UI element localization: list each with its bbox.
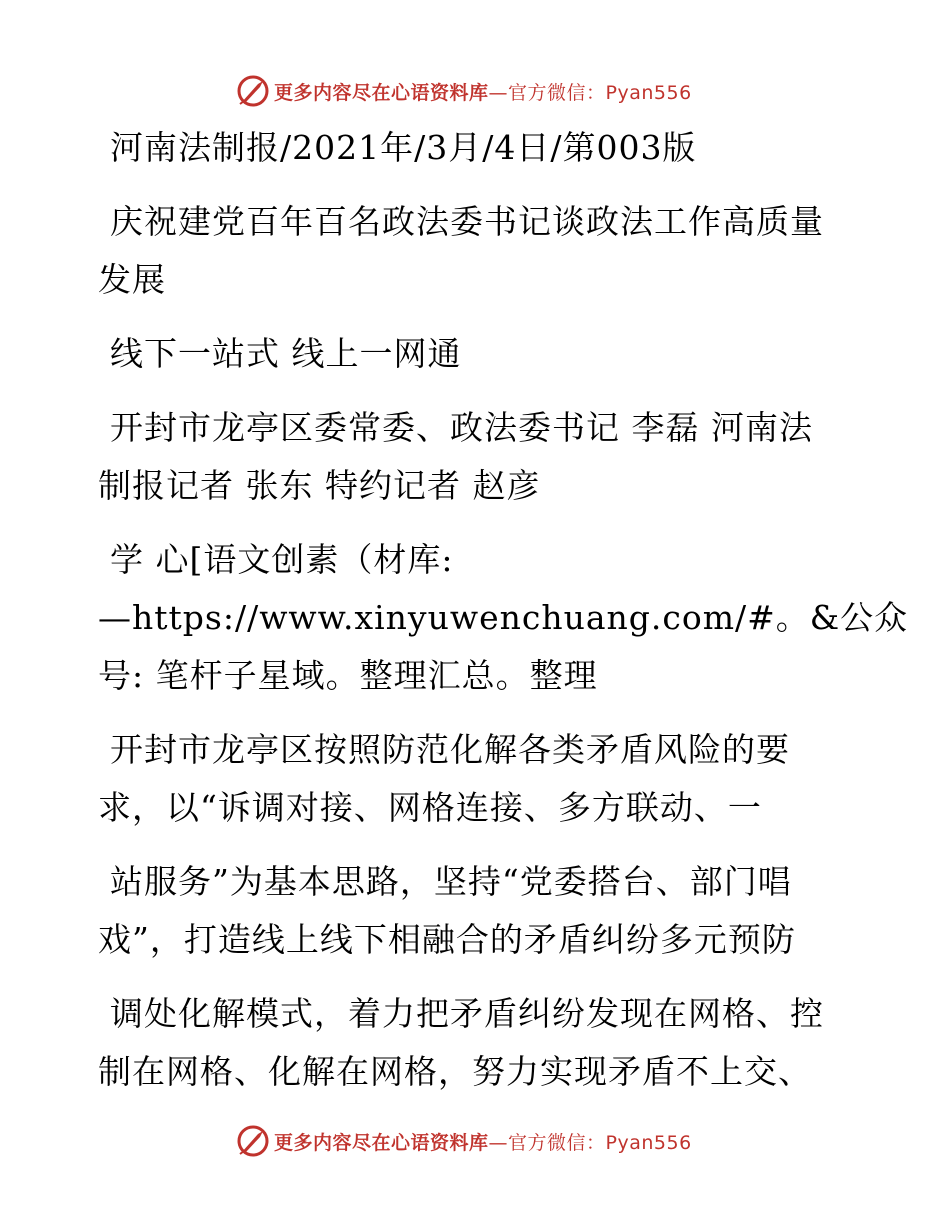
article-paragraph-line-3: 站服务”为基本思路，坚持“党委搭台、部门唱 xyxy=(110,862,792,901)
article-paragraph-line-2: 求，以“诉调对接、网格连接、多方联动、一 xyxy=(98,788,762,827)
article-paragraph-line-4: 戏”，打造线上线下相融合的矛盾纠纷多元预防 xyxy=(98,920,796,959)
article-paragraph-line-1: 开封市龙亭区按照防范化解各类矛盾风险的要 xyxy=(110,730,790,769)
watermark-footer xyxy=(236,1124,692,1158)
article-headline-line-2: 发展 xyxy=(98,260,166,299)
article-headline-line-1: 庆祝建党百年百名政法委书记谈政法工作高质量 xyxy=(110,202,824,241)
article-note-line-2: —https://www.xinyuwenchuang.com/#。&公众 xyxy=(98,598,909,637)
watermark-text: 更多内容尽在心语资料库—官方微信：Pyan556 xyxy=(274,1131,692,1154)
article-paragraph-line-6: 制在网格、化解在网格，努力实现矛盾不上交、 xyxy=(98,1052,812,1091)
article-note-line-1: 学 心[语文创素（材库: xyxy=(110,540,454,579)
article-subtitle: 线下一站式 线上一网通 xyxy=(110,334,462,373)
article-source-line: 河南法制报/2021年/3月/4日/第003版 xyxy=(110,128,697,167)
quill-logo-icon xyxy=(236,1124,270,1158)
article-byline-line-1: 开封市龙亭区委常委、政法委书记 李磊 河南法 xyxy=(110,408,813,447)
article-note-line-3: 号: 笔杆子星域。整理汇总。整理 xyxy=(98,656,598,695)
article-byline-line-2: 制报记者 张东 特约记者 赵彦 xyxy=(98,466,541,505)
watermark-header xyxy=(236,74,692,108)
article-paragraph-line-5: 调处化解模式，着力把矛盾纠纷发现在网格、控 xyxy=(110,994,824,1033)
quill-logo-icon xyxy=(236,74,270,108)
watermark-text: 更多内容尽在心语资料库—官方微信：Pyan556 xyxy=(274,81,692,104)
